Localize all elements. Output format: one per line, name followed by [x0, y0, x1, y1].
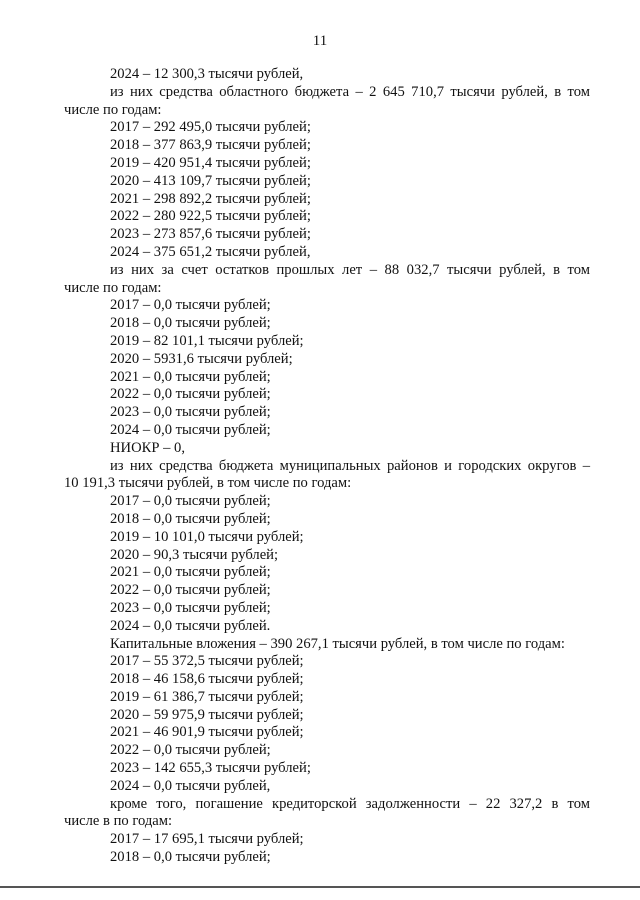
text-line: из них за счет остатков прошлых лет – 88 032,7 тысячи рублей, в том: [110, 261, 590, 278]
text-line: Капитальные вложения – 390 267,1 тысячи рублей, в том числе по годам:: [110, 635, 565, 652]
text-line: из них средства бюджета муниципальных районов и городских округов –: [110, 457, 590, 474]
text-line: 2022 – 280 922,5 тысячи рублей;: [110, 208, 311, 225]
text-line: 2021 – 0,0 тысячи рублей;: [110, 368, 271, 385]
text-line: числе по годам:: [64, 279, 162, 296]
text-line: 2024 – 12 300,3 тысячи рублей,: [110, 66, 304, 82]
text-line: 2019 – 420 951,4 тысячи рублей;: [110, 154, 311, 171]
text-line: 2023 – 0,0 тысячи рублей;: [110, 404, 271, 421]
text-line: 2018 – 0,0 тысячи рублей;: [110, 510, 271, 527]
text-line: 2022 – 0,0 тысячи рублей;: [110, 582, 271, 599]
text-line: 2017 – 17 695,1 тысячи рублей;: [110, 831, 304, 848]
text-line: 2017 – 0,0 тысячи рублей;: [110, 493, 271, 510]
text-line: 2018 – 0,0 тысячи рублей;: [110, 849, 271, 866]
text-line: 2018 – 46 158,6 тысячи рублей;: [110, 671, 304, 688]
text-line: 2017 – 292 495,0 тысячи рублей;: [110, 119, 311, 136]
text-line: 2020 – 90,3 тысячи рублей;: [110, 546, 279, 563]
text-line: из них средства областного бюджета – 2 645 710,7 тысячи рублей, в том: [110, 83, 590, 100]
text-line: НИОКР – 0,: [110, 439, 186, 456]
text-line: 2018 – 0,0 тысячи рублей;: [110, 315, 271, 332]
text-line: 2020 – 5931,6 тысячи рублей;: [110, 350, 293, 367]
text-line: 2019 – 10 101,0 тысячи рублей;: [110, 528, 304, 545]
page-bottom-rule: [0, 886, 640, 888]
text-line: числе по годам:: [64, 101, 162, 118]
text-line: 2019 – 82 101,1 тысячи рублей;: [110, 332, 304, 349]
text-line: 2020 – 413 109,7 тысячи рублей;: [110, 172, 311, 189]
text-line: 2022 – 0,0 тысячи рублей;: [110, 742, 271, 759]
document-body: [64, 66, 590, 867]
text-line: 2020 – 59 975,9 тысячи рублей;: [110, 706, 304, 723]
text-line: 2024 – 375 651,2 тысячи рублей,: [110, 243, 311, 260]
text-line: 2019 – 61 386,7 тысячи рублей;: [110, 688, 304, 705]
text-line: 2024 – 0,0 тысячи рублей;: [110, 421, 271, 438]
text-line: 2022 – 0,0 тысячи рублей;: [110, 386, 271, 403]
text-line: кроме того, погашение кредиторской задолженности – 22 327,2 в том: [110, 795, 590, 812]
text-line: 2017 – 55 372,5 тысячи рублей;: [110, 653, 304, 670]
text-line: 2024 – 0,0 тысячи рублей,: [110, 777, 271, 794]
page-number: 11: [312, 33, 328, 49]
text-line: 2023 – 142 655,3 тысячи рублей;: [110, 760, 311, 777]
text-line: 2018 – 377 863,9 тысячи рублей;: [110, 137, 311, 154]
text-line: 2023 – 273 857,6 тысячи рублей;: [110, 226, 311, 243]
text-line: 2021 – 46 901,9 тысячи рублей;: [110, 724, 304, 741]
text-line: числе в по годам:: [64, 813, 173, 830]
text-line: 2021 – 298 892,2 тысячи рублей;: [110, 190, 311, 207]
text-line: 2024 – 0,0 тысячи рублей.: [110, 617, 271, 634]
text-line: 2021 – 0,0 тысячи рублей;: [110, 564, 271, 581]
text-line: 2017 – 0,0 тысячи рублей;: [110, 297, 271, 314]
text-line: 2023 – 0,0 тысячи рублей;: [110, 599, 271, 616]
text-line: 10 191,3 тысячи рублей, в том числе по годам:: [64, 475, 352, 492]
